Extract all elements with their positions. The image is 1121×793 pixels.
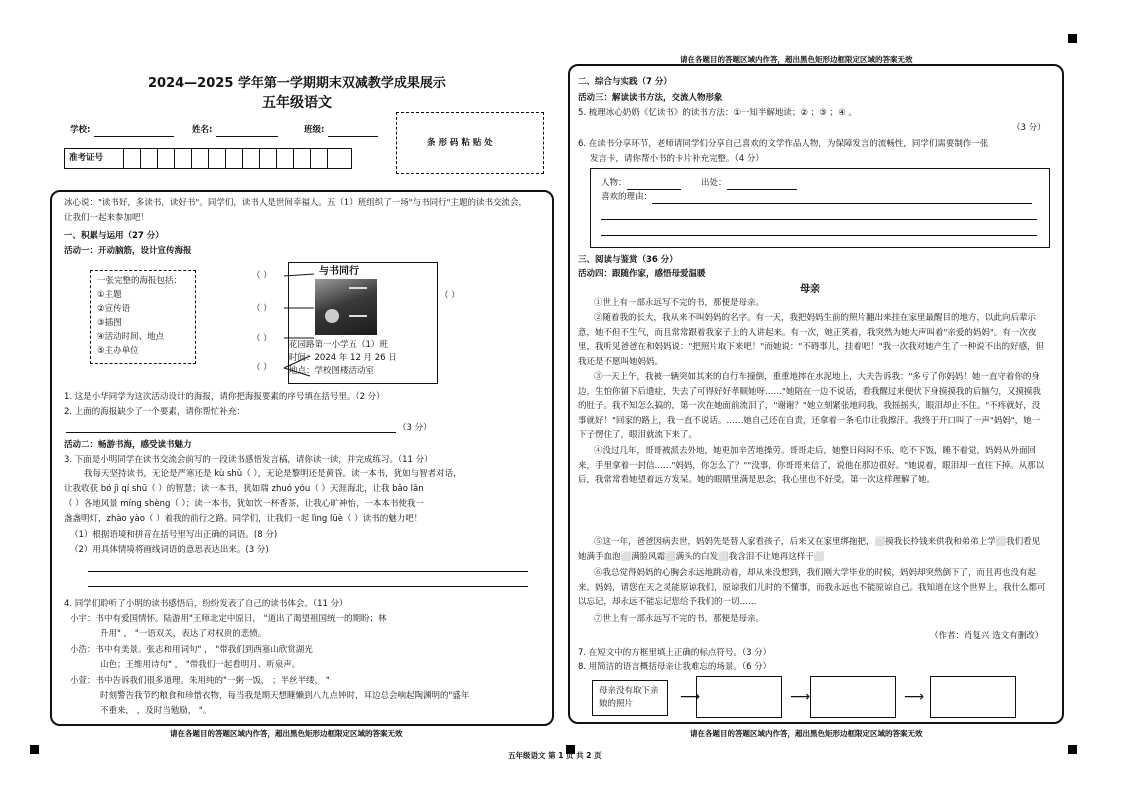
page-footer: 五年级语文 第 1 页 共 2 页 [508, 751, 602, 760]
barcode-label: 条 形 码 粘 贴 处 [427, 138, 493, 148]
q4-line: 小萱：书中告诉我们很多道理。朱用纯的"一粥一饭， ；半丝半缕， " [70, 676, 330, 686]
answer-line[interactable] [88, 586, 528, 587]
footer-notice-right: 请在各题目的答题区域内作答，超出黑色矩形边框限定区域的答案无效 [690, 729, 923, 738]
article-paragraph: ②随着我的长大，我从来不叫妈妈的名字。有一天，我把妈妈生前的照片翻出来挂在家里最醒目的地方，以此向后辈示意，她不但不生气，而且常常跟着我家子上的人讲起来。有一次，她正笑着，我突然为她大声叫着"亲爱的妈妈"。有一次夜里，我听见爸爸在和妈妈说："把照片取下来吧！"而她说："不碍事儿，挂着吧！"我一次我对她产生了一种说不出的好感，但我还是不愿叫她妈妈。 [578, 313, 1045, 367]
article-title: 母亲 [800, 284, 820, 295]
flow-arrow: ⟶ [904, 689, 925, 705]
question-3: 3. 下面是小明同学在读书交流会前写的一段读书感悟发言稿，请你读一读，并完成练习。（11 分） [64, 455, 433, 465]
school-label: 学校: [70, 124, 174, 137]
corner-mark [30, 745, 39, 754]
name-field[interactable] [216, 126, 278, 137]
article-paragraph: ④没过几年，哥哥被派去外地，她更加辛苦地操劳。哥哥走后，她整日闷闷不乐，吃不下饭，睡不着觉，妈妈从外面回来，手里拿着一封信……"妈妈，你怎么了？""没事，你哥哥来信了，说他在那边很好。"她说着，眼泪却一直往下掉。从那以后，我常常看她望着远方发呆。她的眼睛里满是思念，我心里也不好受，第一次这样理解了她。 [578, 446, 1045, 485]
q3-line: （ ）各地风景 míng shèng（ ）；读一本书，犹如饮一杯香茶，让我心旷神怡，一本本书使我一 [64, 499, 424, 509]
exam-number-grid [64, 148, 352, 169]
card-person: 人物： [601, 177, 681, 190]
answer-line[interactable] [66, 432, 396, 433]
flow-arrow: ⟶ [680, 689, 701, 705]
poster-time: 时间：2024 年 12 月 26 日 [289, 353, 397, 363]
section3-heading: 三、阅读与鉴赏（36 分） [578, 255, 678, 265]
speech-card [590, 168, 1050, 248]
question-4: 4. 同学们聆听了小明的读书感悟后，纷纷发表了自己的读书体会。（11 分） [64, 599, 348, 609]
card-source: 出处： [701, 177, 797, 190]
question-5-score: （3 分） [1012, 123, 1046, 133]
article-paragraph: ⑥我总觉得妈妈的心胸会永远地跳动着，却从来没想到，我们刚大学毕业的时候，妈妈却突然倒下了，而且再也没有起来。妈妈，请您在天之灵能原谅我们，原谅我们儿时的不懂事，而我永远也不能原谅自己。我知道在这个世界上，我什么都可以忘记，却永远不能忘记您给予我们的一切…… [578, 568, 1046, 607]
card-line[interactable] [601, 219, 1037, 220]
q3-line: 让我收获 bó jì qí shū（ ）的智慧；读一本书，犹如瑞 zhuó yóu（ ）天涯海北，让我 bǎo lǎn [64, 484, 424, 494]
q4-line: 小宇：书中有爱国情怀。陆游用"王师北定中原日， "道出了渴望祖国统一的期盼；林 [70, 614, 387, 624]
activity4-heading: 活动四：跟随作家，感悟母爱温暖 [578, 269, 706, 279]
q3-line: 我每天坚持读书，无论是严寒还是 kù shǔ（ ），无论是黎明还是黄昏。读一本书，犹如与智者对话， [84, 469, 462, 479]
q4-line: 升用" ， "一语双关，表达了对权贵的悲愤。 [100, 629, 267, 639]
question-6: 发言卡，请你帮小书的卡片补充完整。（4 分） [590, 154, 764, 164]
q4-line: 山色；王维用诗句" ， "带我们一起看明月、听泉声。 [100, 660, 301, 670]
question-6: 6. 在读书分享环节，老师请同学们分享自己喜欢的文学作品人物，为保障发言的流畅性，同学们需要制作一张 [578, 139, 989, 149]
article-paragraph: ⑤这一年，爸爸因病去世，妈妈先是替人家看孩子，后来又在家里绑拖把，⬜摸我长拎钱来供我和弟弟上学⬜我们看见她满手血泡⬜满脸风霜⬜满头的白发⬜我含泪不让她再这样干⬜ [578, 537, 1041, 562]
flow-box-4[interactable] [930, 676, 1016, 718]
card-source-field[interactable] [727, 179, 797, 190]
question-1: 1. 这是小华同学为这次活动设计的海报，请你把海报要素的序号填在括号里。（2 分） [64, 392, 385, 402]
flow-arrow: ⟶ [790, 689, 811, 705]
class-label: 班级: [304, 124, 378, 137]
poster-checklist-title: 一张完整的海报包括： [97, 276, 183, 286]
intro-text: 冰心说："读书好，多读书，读好书"。同学们，读书人是世间幸福人。五（1）班组织了一场"与书同行"主题的读书交流会，让我们一起来参加吧！ [64, 198, 528, 223]
poster-answer-bracket[interactable]: （ ） [252, 304, 272, 314]
class-field[interactable] [328, 126, 378, 137]
poster-place: 地点：学校图楼活动室 [289, 366, 375, 376]
poster-answer-bracket[interactable]: （ ） [440, 291, 460, 301]
article-paragraph: ①世上有一部永远写不完的书，那便是母亲。 [594, 298, 765, 308]
poster-checklist [90, 270, 196, 364]
flow-box-3[interactable] [810, 676, 896, 718]
article-paragraph: ③一天上午，我被一辆突如其来的自行车撞倒，重重地摔在水泥地上，大夫告诉我："多亏了你妈妈！她一直守着你的身边，生怕你留下后遗症，失去了可得好好孝顺她呀……"她陪在一边不说话，看我醒过来便伏下身摸摸我的后脑勺，又摸摸我的肚子。我不知怎么搞的，第一次在她面前流泪了，"谢谢？"她立刻紧张地问我，我摇摇头，眼泪却止不住。"不疼就好，没事就好！"回家的路上，我一直不说话。……她自己还在自责，还拿着一条毛巾让我擦汗。我终于开口叫了一声"妈妈"，她一下子愣住了，眼泪就流下来了。 [578, 372, 1041, 440]
poster-item: ④活动时间、地点 [97, 332, 165, 342]
flow-box-text: 母亲没有取下亲娘的照片 [599, 686, 659, 709]
question-8: 8. 用简洁的语言概括母亲让我难忘的场景。（6 分） [578, 662, 772, 672]
q3-line: 盏盏明灯，zhào yào（ ）着我的前行之路。同学们，让我们一起 lìng lüè（ ）读书的魅力吧！ [64, 514, 423, 524]
poster-item: ①主题 [97, 290, 122, 300]
exam-number-label: 准考证号 [65, 149, 124, 168]
question-2-score: （3 分） [398, 423, 432, 433]
card-reason: 喜欢的理由： [601, 191, 1032, 204]
barcode-area [396, 112, 544, 174]
poster-item: ③插图 [97, 318, 122, 328]
question-2: 2. 上面的海报缺少了一个要素，请你帮忙补充： [64, 407, 245, 417]
section1-heading: 一、积累与运用（27 分） [64, 231, 164, 241]
q4-line: 时刻警告我节约粮食和珍惜衣物，每当我是期天想睡懒到八九点钟时，耳边总会响起陶渊明的"盛年 [100, 691, 470, 701]
activity1-heading: 活动一：开动脑筋，设计宣传海报 [64, 246, 192, 256]
q4-line: 小浩：书中有美景。张志和用词句" ， "带我们到西塞山欣赏湖光 [70, 645, 313, 655]
flow-box-2[interactable] [696, 676, 782, 718]
poster-org: 花园路第一小学五（1）班 [289, 340, 388, 350]
poster-image [315, 279, 377, 335]
answer-line[interactable] [88, 571, 528, 572]
activity3-heading: 活动三：解读读书方法，交流人物形象 [578, 93, 723, 103]
section2-heading: 二、综合与实践（7 分） [578, 77, 672, 87]
exam-number-cells[interactable] [124, 149, 345, 168]
poster-answer-bracket[interactable]: （ ） [252, 271, 272, 281]
card-reason-field[interactable] [652, 193, 1032, 204]
poster-answer-bracket[interactable]: （ ） [252, 334, 272, 344]
corner-mark [1068, 34, 1077, 43]
poster-title: 与书同行 [319, 266, 359, 277]
activity2-heading: 活动二：畅游书海，感受读书魅力 [64, 440, 192, 450]
corner-mark [1068, 745, 1077, 754]
card-person-field[interactable] [627, 179, 681, 190]
exam-subtitle: 五年级语文 [262, 95, 332, 111]
poster-item: ⑤主办单位 [97, 346, 139, 356]
poster [288, 262, 438, 384]
q4-line: 不重来， ，及时当勉励， "。 [100, 706, 212, 716]
card-line[interactable] [601, 235, 1037, 236]
article-paragraph: ⑦世上有一部永远写不完的书，那便是母亲。 [594, 614, 765, 624]
footer-notice-left: 请在各题目的答题区域内作答，超出黑色矩形边框限定区域的答案无效 [170, 729, 403, 738]
author-note: （作者：肖复兴 选文有删改） [930, 631, 1044, 641]
q3-subquestion: （2）用具体情境将画线词语的意思表达出来。(3 分) [70, 545, 269, 555]
question-5: 5. 梳理冰心奶奶《忆读书》的读书方法：①一知半解地读；② ；③ ；④ 。 [578, 108, 857, 118]
poster-item: ②宣传语 [97, 304, 131, 314]
name-label: 姓名: [192, 124, 278, 137]
header-notice-right: 请在各题目的答题区域内作答，超出黑色矩形边框限定区域的答案无效 [680, 55, 913, 64]
question-7: 7. 在短文中的方框里填上正确的标点符号。（3 分） [578, 648, 772, 658]
q3-subquestion: （1）根据语境和拼音在括号里写出正确的词语。(8 分) [70, 530, 278, 540]
poster-answer-bracket[interactable]: （ ） [252, 363, 272, 373]
exam-title: 2024—2025 学年第一学期期末双减教学成果展示 [148, 76, 446, 91]
flow-box-1 [592, 680, 668, 716]
school-field[interactable] [94, 126, 174, 137]
